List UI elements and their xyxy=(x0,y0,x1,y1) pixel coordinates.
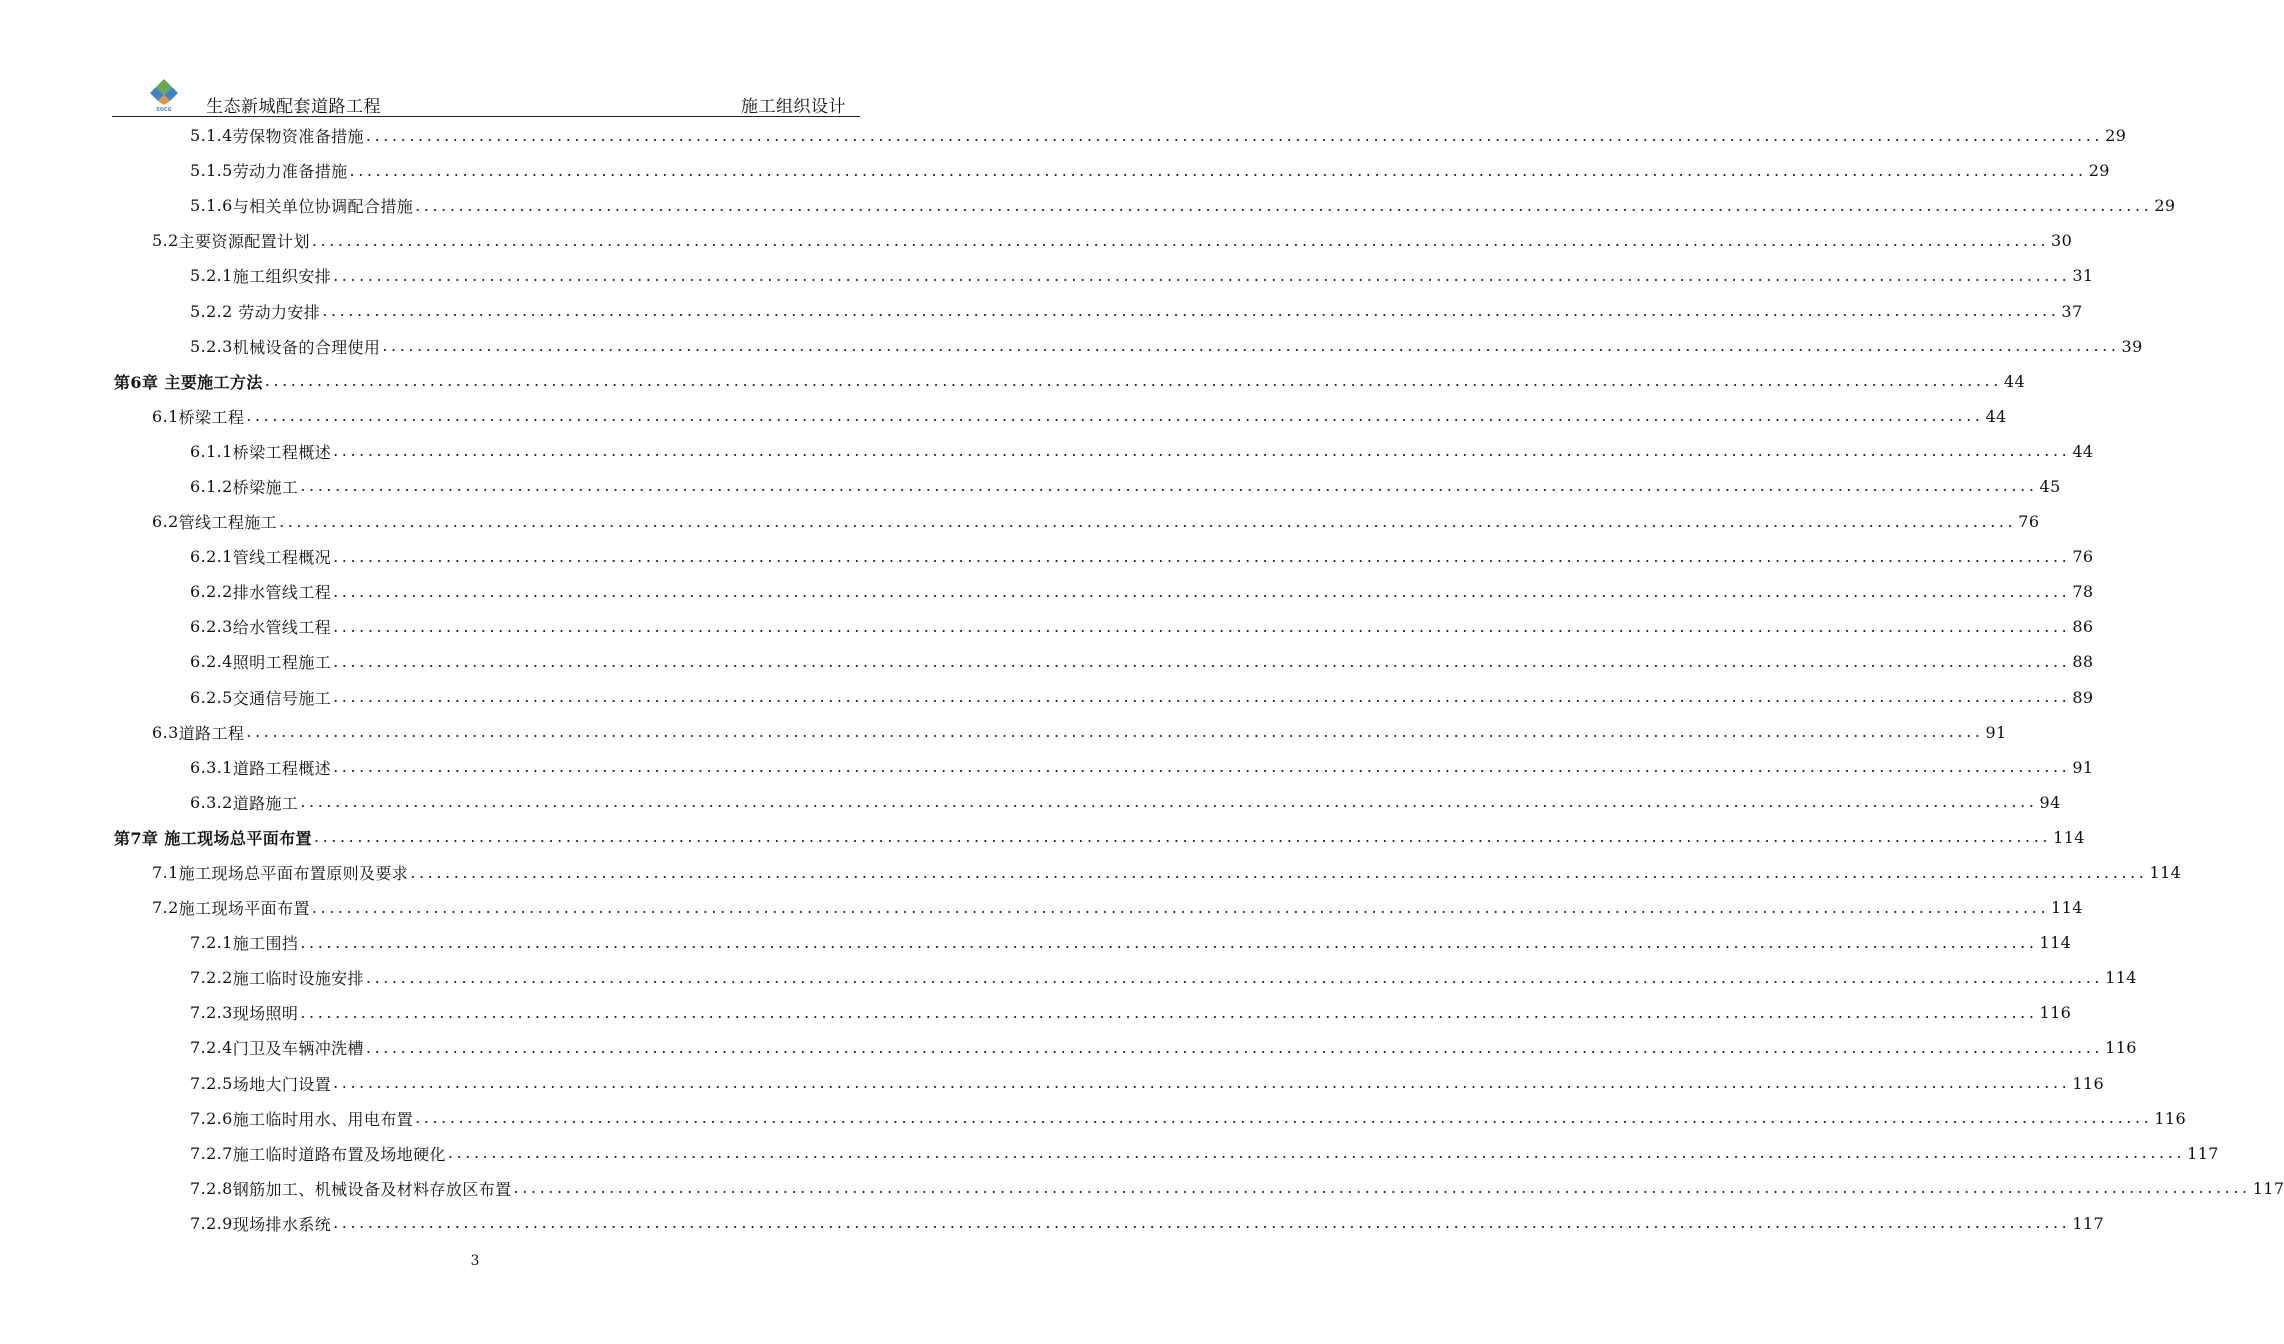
toc-entry-page: 89 xyxy=(2072,687,2094,707)
toc-entry[interactable] xyxy=(112,434,2094,469)
toc-entry[interactable] xyxy=(112,1171,2284,1206)
toc-entry-page: 117 xyxy=(2187,1143,2219,1163)
dot-leader: ........................................................................................................................................................................................................ xyxy=(313,827,2052,847)
toc-entry[interactable] xyxy=(112,609,2094,644)
dot-leader: ........................................................................................................................................................................................................ xyxy=(246,722,1984,742)
dot-leader: ........................................................................................................................................................................................................ xyxy=(415,195,2153,215)
toc-entry-page: 116 xyxy=(2072,1073,2105,1093)
toc-entry[interactable] xyxy=(112,504,2040,539)
dot-leader: ........................................................................................................................................................................................................ xyxy=(264,371,2002,391)
toc-entry-title: 门卫及车辆冲洗槽 xyxy=(232,1039,364,1059)
toc-entry-title: 道路施工 xyxy=(232,793,299,813)
toc-entry-number: 7.2.8 xyxy=(190,1178,233,1198)
toc-entry-title: 桥梁施工 xyxy=(232,477,299,497)
toc-entry[interactable] xyxy=(112,855,2182,890)
toc-entry-page: 91 xyxy=(1985,722,2007,742)
toc-entry-title: 管线工程施工 xyxy=(178,513,278,533)
dot-leader: ........................................................................................................................................................................................................ xyxy=(365,125,2104,145)
toc-entry-page: 94 xyxy=(2039,792,2061,812)
toc-entry-page: 117 xyxy=(2252,1178,2284,1198)
toc-entry[interactable] xyxy=(112,750,2094,785)
toc-entry-number: 6.1.2 xyxy=(190,476,233,496)
toc-entry-number: 7.2.4 xyxy=(190,1038,233,1058)
toc-entry-number: 6.2 xyxy=(152,512,179,532)
toc-entry-title: 施工临时道路布置及场地硬化 xyxy=(232,1144,446,1164)
toc-entry-number: 6.3.1 xyxy=(190,757,233,777)
dot-leader: ........................................................................................................................................................................................................ xyxy=(333,757,2071,777)
toc-entry[interactable] xyxy=(112,188,2176,223)
toc-entry-title: 现场排水系统 xyxy=(232,1214,332,1234)
toc-entry[interactable] xyxy=(112,539,2094,574)
toc-entry[interactable] xyxy=(112,785,2061,820)
toc-entry-title: 施工组织安排 xyxy=(232,267,332,287)
toc-entry-page: 117 xyxy=(2072,1213,2105,1233)
table-of-contents xyxy=(112,118,2284,1241)
toc-entry-page: 116 xyxy=(2105,1038,2137,1058)
toc-entry-number: 第6章 xyxy=(114,372,159,392)
toc-entry[interactable] xyxy=(112,925,2072,960)
toc-entry[interactable] xyxy=(112,995,2072,1030)
dot-leader: ........................................................................................................................................................................................................ xyxy=(246,406,1984,426)
toc-entry-number: 5.1.5 xyxy=(190,161,233,181)
toc-entry[interactable] xyxy=(112,715,2007,750)
toc-entry-number: 5.2.2 xyxy=(190,301,233,321)
toc-entry[interactable] xyxy=(112,1136,2219,1171)
dot-leader: ........................................................................................................................................................................................................ xyxy=(311,230,2050,250)
toc-entry-number: 5.1.4 xyxy=(190,126,233,146)
toc-entry-title: 主要资源配置计划 xyxy=(178,232,310,252)
toc-entry-number: 6.3 xyxy=(152,722,179,742)
toc-entry-title: 照明工程施工 xyxy=(232,653,332,673)
toc-entry-page: 76 xyxy=(2072,547,2094,567)
toc-chapter-entry[interactable] xyxy=(112,364,2026,399)
toc-entry-page: 86 xyxy=(2072,617,2094,637)
dot-leader: ........................................................................................................................................................................................................ xyxy=(333,616,2071,636)
toc-entry-title: 劳动力准备措施 xyxy=(232,162,348,182)
toc-entry[interactable] xyxy=(112,1101,2187,1136)
toc-entry[interactable] xyxy=(112,118,2127,153)
dot-leader: ........................................................................................................................................................................................................ xyxy=(300,792,2038,812)
toc-entry[interactable] xyxy=(112,293,2083,328)
toc-entry-number: 6.1 xyxy=(152,406,179,426)
toc-entry-page: 44 xyxy=(2003,371,2026,391)
toc-entry-number: 7.2.6 xyxy=(190,1108,233,1128)
toc-entry-number: 7.1 xyxy=(152,863,179,883)
toc-entry-title: 与相关单位协调配合措施 xyxy=(232,197,414,217)
dot-leader: ........................................................................................................................................................................................................ xyxy=(279,511,2017,531)
toc-entry-number: 7.2.3 xyxy=(190,1003,233,1023)
toc-entry-title: 施工现场总平面布置 xyxy=(158,828,312,848)
toc-entry[interactable] xyxy=(112,644,2094,679)
toc-entry-page: 114 xyxy=(2053,827,2085,847)
toc-entry[interactable] xyxy=(112,1066,2105,1101)
dot-leader: ........................................................................................................................................................................................................ xyxy=(333,265,2071,285)
toc-entry-page: 31 xyxy=(2072,266,2094,286)
toc-entry-number: 6.1.1 xyxy=(190,441,233,461)
toc-entry-number: 6.2.2 xyxy=(190,582,233,602)
dot-leader: ........................................................................................................................................................................................................ xyxy=(333,687,2071,707)
logo-lettering: SUCG xyxy=(156,107,172,113)
toc-entry-number: 6.3.2 xyxy=(190,792,233,812)
toc-entry-title: 排水管线工程 xyxy=(232,583,332,603)
toc-entry[interactable] xyxy=(112,258,2094,293)
toc-entry-page: 114 xyxy=(2149,863,2182,883)
toc-entry-number: 5.1.6 xyxy=(190,196,233,216)
toc-entry-title: 现场照明 xyxy=(232,1004,299,1024)
toc-entry-title: 场地大门设置 xyxy=(232,1074,332,1094)
document-type: 施工组织设计 xyxy=(741,97,846,117)
dot-leader: ........................................................................................................................................................................................................ xyxy=(300,476,2038,496)
toc-entry-number: 7.2.7 xyxy=(190,1143,233,1163)
toc-entry[interactable] xyxy=(112,153,2110,188)
dot-leader: ........................................................................................................................................................................................................ xyxy=(300,1002,2038,1022)
toc-entry-number: 6.2.3 xyxy=(190,617,233,637)
toc-entry-page: 44 xyxy=(1985,406,2007,426)
toc-entry-page: 29 xyxy=(2088,161,2110,181)
toc-entry-title: 交通信号施工 xyxy=(232,688,332,708)
toc-entry-title: 给水管线工程 xyxy=(232,618,332,638)
toc-entry-page: 116 xyxy=(2154,1108,2187,1128)
toc-entry-title: 劳动力安排 xyxy=(232,302,321,322)
toc-entry[interactable] xyxy=(112,890,2083,925)
toc-entry[interactable] xyxy=(112,960,2137,995)
toc-entry-page: 44 xyxy=(2072,441,2094,461)
dot-leader: ........................................................................................................................................................................................................ xyxy=(333,581,2071,601)
dot-leader: ........................................................................................................................................................................................................ xyxy=(333,1073,2071,1093)
toc-entry-number: 7.2 xyxy=(152,898,179,918)
toc-entry-page: 114 xyxy=(2051,898,2083,918)
dot-leader: ........................................................................................................................................................................................................ xyxy=(513,1178,2251,1198)
toc-chapter-entry[interactable] xyxy=(112,820,2085,855)
toc-entry-title: 道路工程概述 xyxy=(232,758,332,778)
toc-entry-page: 78 xyxy=(2072,582,2094,602)
project-title: 生态新城配套道路工程 xyxy=(206,97,381,117)
toc-entry-title: 桥梁工程概述 xyxy=(232,442,332,462)
dot-leader: ........................................................................................................................................................................................................ xyxy=(300,932,2038,952)
toc-entry[interactable] xyxy=(112,399,2007,434)
toc-entry[interactable] xyxy=(112,469,2061,504)
toc-entry-page: 88 xyxy=(2072,652,2094,672)
toc-entry-title: 劳保物资准备措施 xyxy=(232,127,364,147)
page-header xyxy=(112,72,860,117)
toc-entry-page: 91 xyxy=(2072,757,2094,777)
dot-leader: ........................................................................................................................................................................................................ xyxy=(322,301,2060,321)
toc-entry-title: 管线工程概况 xyxy=(232,548,332,568)
toc-entry-number: 7.2.5 xyxy=(190,1073,233,1093)
toc-entry-page: 76 xyxy=(2018,512,2040,532)
dot-leader: ........................................................................................................................................................................................................ xyxy=(415,1108,2153,1128)
dot-leader: ........................................................................................................................................................................................................ xyxy=(333,441,2071,461)
dot-leader: ........................................................................................................................................................................................................ xyxy=(333,1213,2071,1233)
dot-leader: ........................................................................................................................................................................................................ xyxy=(447,1143,2186,1163)
toc-entry-page: 29 xyxy=(2154,196,2176,216)
toc-entry-number: 6.2.4 xyxy=(190,652,233,672)
toc-entry-title: 道路工程 xyxy=(178,723,245,743)
toc-entry-number: 6.2.1 xyxy=(190,547,233,567)
toc-entry-page: 39 xyxy=(2121,336,2143,356)
toc-entry-number: 7.2.1 xyxy=(190,933,233,953)
toc-entry[interactable] xyxy=(112,574,2094,609)
page-number: 3 xyxy=(470,1253,480,1269)
dot-leader: ........................................................................................................................................................................................................ xyxy=(333,546,2071,566)
dot-leader: ........................................................................................................................................................................................................ xyxy=(311,897,2050,917)
toc-entry-number: 5.2.3 xyxy=(190,336,233,356)
toc-entry-title: 主要施工方法 xyxy=(158,372,263,392)
toc-entry-number: 6.2.5 xyxy=(190,687,233,707)
toc-entry-page: 45 xyxy=(2039,476,2061,496)
toc-entry-page: 114 xyxy=(2105,968,2137,988)
toc-entry-number: 7.2.9 xyxy=(190,1213,233,1233)
toc-entry-page: 116 xyxy=(2039,1003,2072,1023)
toc-entry-page: 30 xyxy=(2051,231,2073,251)
toc-entry-title: 机械设备的合理使用 xyxy=(232,337,381,357)
dot-leader: ........................................................................................................................................................................................................ xyxy=(333,651,2071,671)
toc-entry-title: 施工临时设施安排 xyxy=(232,969,364,989)
dot-leader: ........................................................................................................................................................................................................ xyxy=(365,1037,2104,1057)
dot-leader: ........................................................................................................................................................................................................ xyxy=(365,967,2104,987)
toc-entry-page: 114 xyxy=(2039,933,2072,953)
toc-entry-number: 第7章 xyxy=(114,828,159,848)
toc-entry-number: 7.2.2 xyxy=(190,968,233,988)
toc-entry-title: 钢筋加工、机械设备及材料存放区布置 xyxy=(232,1179,512,1199)
toc-entry-title: 施工现场平面布置 xyxy=(178,899,310,919)
toc-entry[interactable] xyxy=(112,1030,2137,1065)
toc-entry-number: 5.2.1 xyxy=(190,266,233,286)
toc-entry-number: 5.2 xyxy=(152,231,179,251)
toc-entry[interactable] xyxy=(112,680,2094,715)
toc-entry-title: 施工围挡 xyxy=(232,934,299,954)
toc-entry[interactable] xyxy=(112,223,2073,258)
toc-entry[interactable] xyxy=(112,1206,2105,1241)
toc-entry-title: 桥梁工程 xyxy=(178,407,245,427)
dot-leader: ........................................................................................................................................................................................................ xyxy=(410,862,2148,882)
company-logo xyxy=(150,78,178,112)
dot-leader: ........................................................................................................................................................................................................ xyxy=(382,336,2120,356)
toc-entry[interactable] xyxy=(112,329,2143,364)
toc-entry-page: 37 xyxy=(2061,301,2083,321)
toc-entry-title: 施工临时用水、用电布置 xyxy=(232,1109,414,1129)
toc-entry-title: 施工现场总平面布置原则及要求 xyxy=(178,864,409,884)
dot-leader: ........................................................................................................................................................................................................ xyxy=(349,160,2087,180)
toc-entry-page: 29 xyxy=(2105,126,2127,146)
